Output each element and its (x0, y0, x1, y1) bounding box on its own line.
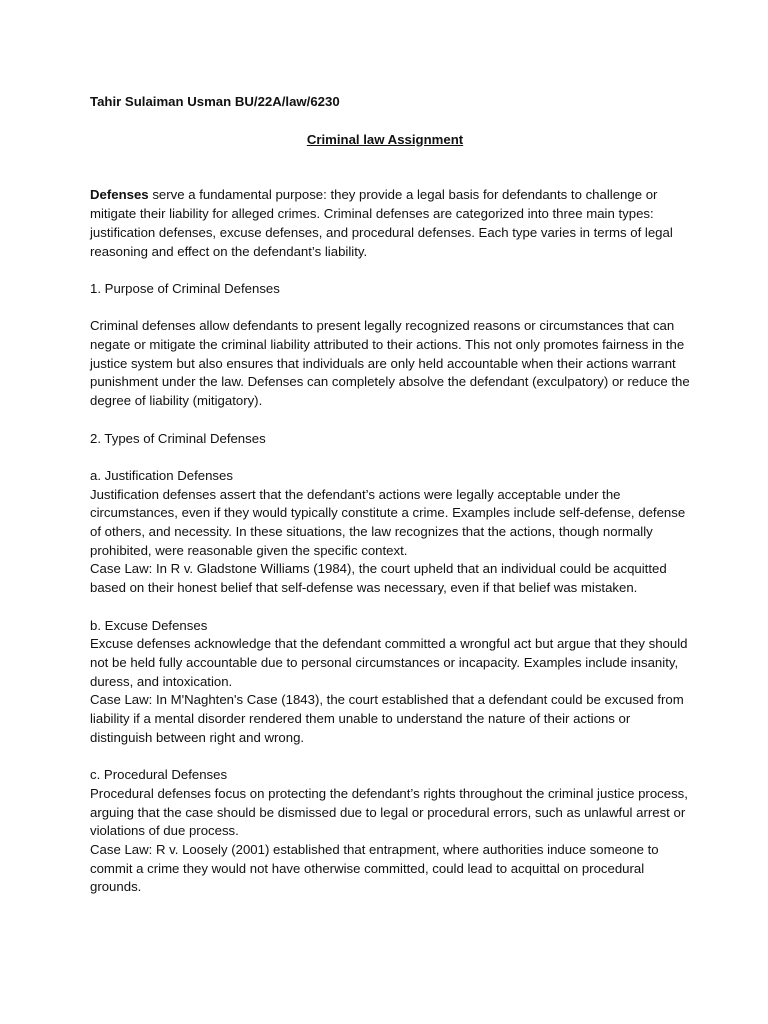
justification-heading: a. Justification Defenses (90, 467, 233, 483)
intro-bold-lead: Defenses (90, 187, 149, 203)
author-line: Tahir Sulaiman Usman BU/22A/law/6230 (90, 94, 340, 109)
intro-paragraph (90, 186, 690, 261)
procedural-heading: c. Procedural Defenses (90, 767, 228, 783)
section-2-heading: 2. Types of Criminal Defenses (90, 430, 266, 446)
procedural-body: Procedural defenses focus on protecting the defendant’s rights throughout the criminal justice process, arguing that the case should be dismissed due to legal or procedural errors, such as unlawful arrest or violations of due process. (90, 785, 688, 839)
justification-case-law: Case Law: In R v. Gladstone Williams (1984), the court upheld that an individual could be acquitted based on their honest belief that self-defense was necessary, even if that belief was mistaken. (90, 561, 667, 596)
excuse-block (90, 617, 690, 748)
section-1-body: Criminal defenses allow defendants to present legally recognized reasons or circumstances that can negate or mitigate the criminal liability attributed to their actions. This not only promotes fairness in the justice system but also ensures that individuals are only held accountable when their actions warrant punishment under the law. Defenses can completely absolve the defendant (exculpatory) or reduce the degree of liability (mitigatory). (90, 318, 690, 409)
document-page (90, 93, 690, 897)
excuse-body: Excuse defenses acknowledge that the defendant committed a wrongful act but argue that they should not be held fully accountable due to personal circumstances or incapacity. Examples include insanity, duress, and intoxication. (90, 636, 688, 689)
procedural-block (90, 766, 690, 897)
excuse-case-law: Case Law: In M'Naghten's Case (1843), the court established that a defendant could be excused from liability if a mental disorder rendered them unable to understand the nature of their actions or distinguish between right and wrong. (90, 692, 684, 745)
procedural-case-law: Case Law: R v. Loosely (2001) established that entrapment, where authorities induce someone to commit a crime they would not have otherwise committed, could lead to acquittal on procedural grounds. (90, 841, 659, 895)
document-title: Criminal law Assignment (306, 131, 464, 147)
excuse-heading: b. Excuse Defenses (90, 617, 208, 633)
section-1-heading: 1. Purpose of Criminal Defenses (90, 280, 280, 296)
justification-block (90, 467, 690, 598)
justification-body: Justification defenses assert that the defendant’s actions were legally acceptable under the circumstances, even if they would typically constitute a crime. Examples include self-defense, defense of others, and necessity. In these situations, the law recognizes that the actions, though normally prohibited, were reasonable given the specific context. (90, 486, 686, 558)
intro-text: serve a fundamental purpose: they provide a legal basis for defendants to challenge or mitigate their liability for alleged crimes. Criminal defenses are categorized into three main types: justification defenses, excuse defenses, and procedural defenses. Each type varies in terms of legal reasoning and effect on the defendant’s liability. (90, 187, 673, 259)
